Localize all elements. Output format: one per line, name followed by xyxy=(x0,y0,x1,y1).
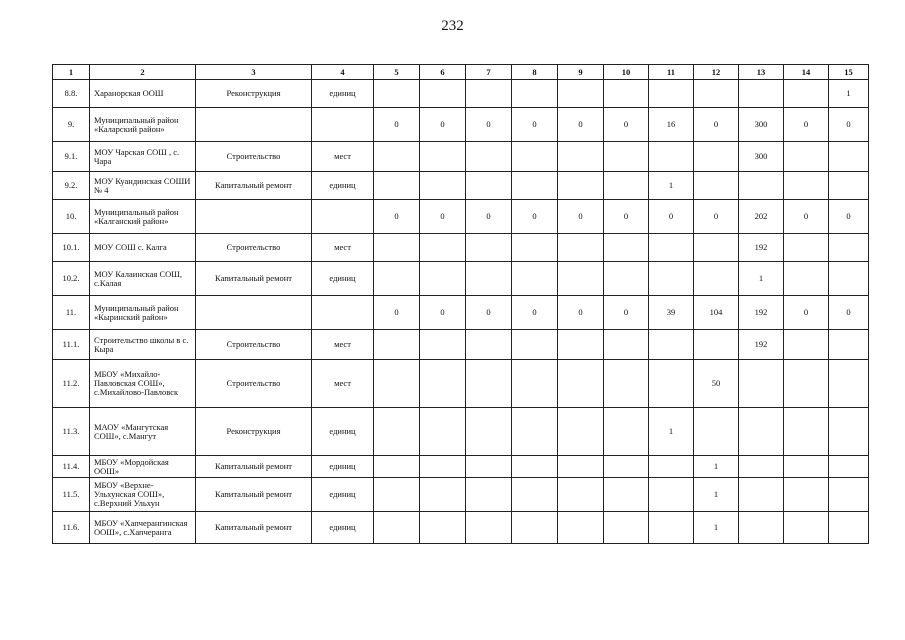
table-row xyxy=(53,330,869,360)
value-col-14: 0 xyxy=(784,108,829,142)
work-type: Строительство xyxy=(196,142,312,172)
value-col-6 xyxy=(420,80,466,108)
work-type xyxy=(196,108,312,142)
work-type: Капитальный ремонт xyxy=(196,512,312,544)
object-name: МОУ СОШ с. Калга xyxy=(90,234,196,262)
value-col-5 xyxy=(374,512,420,544)
column-header-8: 8 xyxy=(512,65,558,80)
column-header-11: 11 xyxy=(649,65,694,80)
work-type xyxy=(196,200,312,234)
value-col-10 xyxy=(604,80,649,108)
row-number: 10.1. xyxy=(53,234,90,262)
value-col-7 xyxy=(466,456,512,478)
value-col-9 xyxy=(558,80,604,108)
value-col-8: 0 xyxy=(512,108,558,142)
value-col-7: 0 xyxy=(466,108,512,142)
value-col-5 xyxy=(374,172,420,200)
page-number: 232 xyxy=(441,18,464,34)
unit: мест xyxy=(312,234,374,262)
column-header-15: 15 xyxy=(829,65,869,80)
value-col-9 xyxy=(558,512,604,544)
value-col-5 xyxy=(374,142,420,172)
value-col-11 xyxy=(649,262,694,296)
value-col-15 xyxy=(829,142,869,172)
value-col-12 xyxy=(694,408,739,456)
value-col-11 xyxy=(649,142,694,172)
table-row xyxy=(53,478,869,512)
work-type: Строительство xyxy=(196,330,312,360)
unit xyxy=(312,108,374,142)
table-row xyxy=(53,360,869,408)
table-row xyxy=(53,296,869,330)
row-number: 10. xyxy=(53,200,90,234)
object-name: МБОУ «Михайло-Павловская СОШ», с.Михайлово-Павловск xyxy=(90,360,196,408)
unit: единиц xyxy=(312,512,374,544)
value-col-14: 0 xyxy=(784,296,829,330)
value-col-9 xyxy=(558,360,604,408)
unit: единиц xyxy=(312,80,374,108)
object-name: МАОУ «Мангутская СОШ», с.Мангут xyxy=(90,408,196,456)
value-col-10 xyxy=(604,330,649,360)
value-col-5: 0 xyxy=(374,200,420,234)
value-col-11: 0 xyxy=(649,200,694,234)
value-col-5: 0 xyxy=(374,108,420,142)
value-col-10 xyxy=(604,234,649,262)
work-type: Капитальный ремонт xyxy=(196,478,312,512)
value-col-5 xyxy=(374,456,420,478)
column-header-12: 12 xyxy=(694,65,739,80)
value-col-12: 0 xyxy=(694,108,739,142)
row-number: 11. xyxy=(53,296,90,330)
value-col-9 xyxy=(558,408,604,456)
table-row xyxy=(53,262,869,296)
value-col-7 xyxy=(466,330,512,360)
unit xyxy=(312,296,374,330)
table-row xyxy=(53,142,869,172)
object-name: МОУ Чарская СОШ , с. Чара xyxy=(90,142,196,172)
value-col-8 xyxy=(512,478,558,512)
row-number: 9.1. xyxy=(53,142,90,172)
column-header-3: 3 xyxy=(196,65,312,80)
value-col-13 xyxy=(739,360,784,408)
value-col-10 xyxy=(604,512,649,544)
value-col-5 xyxy=(374,262,420,296)
value-col-15 xyxy=(829,456,869,478)
value-col-14 xyxy=(784,512,829,544)
value-col-6 xyxy=(420,172,466,200)
value-col-14 xyxy=(784,172,829,200)
value-col-13 xyxy=(739,408,784,456)
value-col-15 xyxy=(829,360,869,408)
table-row xyxy=(53,108,869,142)
value-col-10: 0 xyxy=(604,200,649,234)
value-col-8 xyxy=(512,360,558,408)
value-col-15 xyxy=(829,408,869,456)
column-header-14: 14 xyxy=(784,65,829,80)
value-col-15 xyxy=(829,262,869,296)
work-type: Реконструкция xyxy=(196,80,312,108)
row-number: 11.3. xyxy=(53,408,90,456)
value-col-13 xyxy=(739,512,784,544)
value-col-12: 0 xyxy=(694,200,739,234)
value-col-15 xyxy=(829,478,869,512)
object-name: МОУ Куандинская СОШИ № 4 xyxy=(90,172,196,200)
row-number: 11.2. xyxy=(53,360,90,408)
data-table xyxy=(52,64,869,544)
value-col-10: 0 xyxy=(604,296,649,330)
work-type: Строительство xyxy=(196,360,312,408)
value-col-12 xyxy=(694,262,739,296)
value-col-11 xyxy=(649,456,694,478)
value-col-6 xyxy=(420,408,466,456)
value-col-13: 192 xyxy=(739,296,784,330)
row-number: 8.8. xyxy=(53,80,90,108)
row-number: 11.6. xyxy=(53,512,90,544)
unit: единиц xyxy=(312,408,374,456)
object-name: Строительство школы в с. Кыра xyxy=(90,330,196,360)
value-col-12 xyxy=(694,234,739,262)
value-col-12 xyxy=(694,172,739,200)
value-col-15 xyxy=(829,172,869,200)
value-col-15: 0 xyxy=(829,296,869,330)
object-name: Муниципальный район «Каларский район» xyxy=(90,108,196,142)
value-col-13: 300 xyxy=(739,108,784,142)
unit: единиц xyxy=(312,478,374,512)
value-col-5: 0 xyxy=(374,296,420,330)
value-col-9 xyxy=(558,172,604,200)
column-header-5: 5 xyxy=(374,65,420,80)
value-col-7 xyxy=(466,172,512,200)
value-col-13 xyxy=(739,172,784,200)
value-col-8: 0 xyxy=(512,296,558,330)
value-col-14 xyxy=(784,142,829,172)
value-col-7 xyxy=(466,478,512,512)
value-col-6: 0 xyxy=(420,296,466,330)
value-col-11 xyxy=(649,80,694,108)
table-row xyxy=(53,408,869,456)
value-col-9 xyxy=(558,234,604,262)
value-col-15 xyxy=(829,512,869,544)
value-col-14 xyxy=(784,408,829,456)
value-col-9: 0 xyxy=(558,200,604,234)
value-col-5 xyxy=(374,408,420,456)
value-col-8 xyxy=(512,456,558,478)
value-col-14 xyxy=(784,478,829,512)
work-type: Капитальный ремонт xyxy=(196,456,312,478)
object-name: МОУ Калаинская СОШ, с.Калая xyxy=(90,262,196,296)
row-number: 10.2. xyxy=(53,262,90,296)
work-type: Строительство xyxy=(196,234,312,262)
value-col-9 xyxy=(558,456,604,478)
object-name: МБОУ «Мордойская ООШ» xyxy=(90,456,196,478)
object-name: МБОУ «Хапчерангинская ООШ», с.Хапчеранга xyxy=(90,512,196,544)
table-body xyxy=(53,80,869,544)
value-col-7 xyxy=(466,234,512,262)
value-col-12: 50 xyxy=(694,360,739,408)
column-header-4: 4 xyxy=(312,65,374,80)
value-col-7: 0 xyxy=(466,296,512,330)
value-col-11 xyxy=(649,360,694,408)
value-col-14 xyxy=(784,360,829,408)
value-col-11: 1 xyxy=(649,172,694,200)
value-col-6 xyxy=(420,142,466,172)
unit: мест xyxy=(312,142,374,172)
value-col-9 xyxy=(558,330,604,360)
value-col-9 xyxy=(558,142,604,172)
row-number: 9.2. xyxy=(53,172,90,200)
work-type: Капитальный ремонт xyxy=(196,262,312,296)
value-col-14: 0 xyxy=(784,200,829,234)
table-row xyxy=(53,512,869,544)
value-col-6 xyxy=(420,234,466,262)
table-row xyxy=(53,456,869,478)
column-header-2: 2 xyxy=(90,65,196,80)
value-col-11: 1 xyxy=(649,408,694,456)
value-col-13 xyxy=(739,80,784,108)
value-col-7 xyxy=(466,360,512,408)
value-col-14 xyxy=(784,262,829,296)
unit: мест xyxy=(312,330,374,360)
value-col-12 xyxy=(694,330,739,360)
value-col-15: 1 xyxy=(829,80,869,108)
value-col-10 xyxy=(604,142,649,172)
value-col-11: 16 xyxy=(649,108,694,142)
work-type: Капитальный ремонт xyxy=(196,172,312,200)
value-col-8 xyxy=(512,512,558,544)
value-col-14 xyxy=(784,456,829,478)
value-col-12: 1 xyxy=(694,512,739,544)
unit: мест xyxy=(312,360,374,408)
value-col-11 xyxy=(649,330,694,360)
value-col-5 xyxy=(374,478,420,512)
value-col-6 xyxy=(420,456,466,478)
value-col-8: 0 xyxy=(512,200,558,234)
unit: единиц xyxy=(312,262,374,296)
value-col-12: 104 xyxy=(694,296,739,330)
value-col-13 xyxy=(739,478,784,512)
unit: единиц xyxy=(312,456,374,478)
value-col-13: 1 xyxy=(739,262,784,296)
value-col-7 xyxy=(466,80,512,108)
table-row xyxy=(53,172,869,200)
header-row xyxy=(53,65,869,80)
value-col-6: 0 xyxy=(420,108,466,142)
value-col-10 xyxy=(604,360,649,408)
column-header-13: 13 xyxy=(739,65,784,80)
value-col-7: 0 xyxy=(466,200,512,234)
value-col-13 xyxy=(739,456,784,478)
value-col-7 xyxy=(466,408,512,456)
object-name: МБОУ «Верхне-Ульхунская СОШ», с.Верхний Ульхун xyxy=(90,478,196,512)
unit xyxy=(312,200,374,234)
value-col-6 xyxy=(420,262,466,296)
value-col-12 xyxy=(694,80,739,108)
value-col-9: 0 xyxy=(558,108,604,142)
row-number: 11.1. xyxy=(53,330,90,360)
value-col-14 xyxy=(784,80,829,108)
value-col-8 xyxy=(512,262,558,296)
row-number: 9. xyxy=(53,108,90,142)
value-col-8 xyxy=(512,142,558,172)
value-col-10: 0 xyxy=(604,108,649,142)
column-header-10: 10 xyxy=(604,65,649,80)
value-col-8 xyxy=(512,234,558,262)
value-col-10 xyxy=(604,408,649,456)
work-type xyxy=(196,296,312,330)
value-col-5 xyxy=(374,80,420,108)
unit: единиц xyxy=(312,172,374,200)
value-col-15 xyxy=(829,234,869,262)
value-col-13: 202 xyxy=(739,200,784,234)
value-col-11 xyxy=(649,478,694,512)
value-col-7 xyxy=(466,142,512,172)
row-number: 11.5. xyxy=(53,478,90,512)
table-row xyxy=(53,80,869,108)
value-col-11 xyxy=(649,512,694,544)
value-col-10 xyxy=(604,172,649,200)
value-col-7 xyxy=(466,512,512,544)
value-col-14 xyxy=(784,234,829,262)
object-name: Муниципальный район «Калганский район» xyxy=(90,200,196,234)
value-col-10 xyxy=(604,456,649,478)
value-col-5 xyxy=(374,360,420,408)
value-col-8 xyxy=(512,408,558,456)
value-col-13: 192 xyxy=(739,234,784,262)
value-col-15: 0 xyxy=(829,108,869,142)
column-header-7: 7 xyxy=(466,65,512,80)
value-col-5 xyxy=(374,330,420,360)
value-col-12 xyxy=(694,142,739,172)
value-col-6: 0 xyxy=(420,200,466,234)
value-col-8 xyxy=(512,80,558,108)
value-col-9 xyxy=(558,262,604,296)
value-col-6 xyxy=(420,512,466,544)
object-name: Муниципальный район «Кыринский район» xyxy=(90,296,196,330)
table-row xyxy=(53,234,869,262)
value-col-8 xyxy=(512,172,558,200)
object-name: Харанорская ООШ xyxy=(90,80,196,108)
value-col-15: 0 xyxy=(829,200,869,234)
value-col-13: 300 xyxy=(739,142,784,172)
value-col-14 xyxy=(784,330,829,360)
table-row xyxy=(53,200,869,234)
value-col-15 xyxy=(829,330,869,360)
value-col-9 xyxy=(558,478,604,512)
column-header-9: 9 xyxy=(558,65,604,80)
value-col-5 xyxy=(374,234,420,262)
value-col-6 xyxy=(420,330,466,360)
column-header-1: 1 xyxy=(53,65,90,80)
value-col-13: 192 xyxy=(739,330,784,360)
value-col-6 xyxy=(420,478,466,512)
value-col-7 xyxy=(466,262,512,296)
work-type: Реконструкция xyxy=(196,408,312,456)
column-header-6: 6 xyxy=(420,65,466,80)
value-col-9: 0 xyxy=(558,296,604,330)
value-col-8 xyxy=(512,330,558,360)
value-col-11 xyxy=(649,234,694,262)
value-col-11: 39 xyxy=(649,296,694,330)
value-col-6 xyxy=(420,360,466,408)
value-col-12: 1 xyxy=(694,478,739,512)
value-col-10 xyxy=(604,262,649,296)
value-col-12: 1 xyxy=(694,456,739,478)
value-col-10 xyxy=(604,478,649,512)
row-number: 11.4. xyxy=(53,456,90,478)
